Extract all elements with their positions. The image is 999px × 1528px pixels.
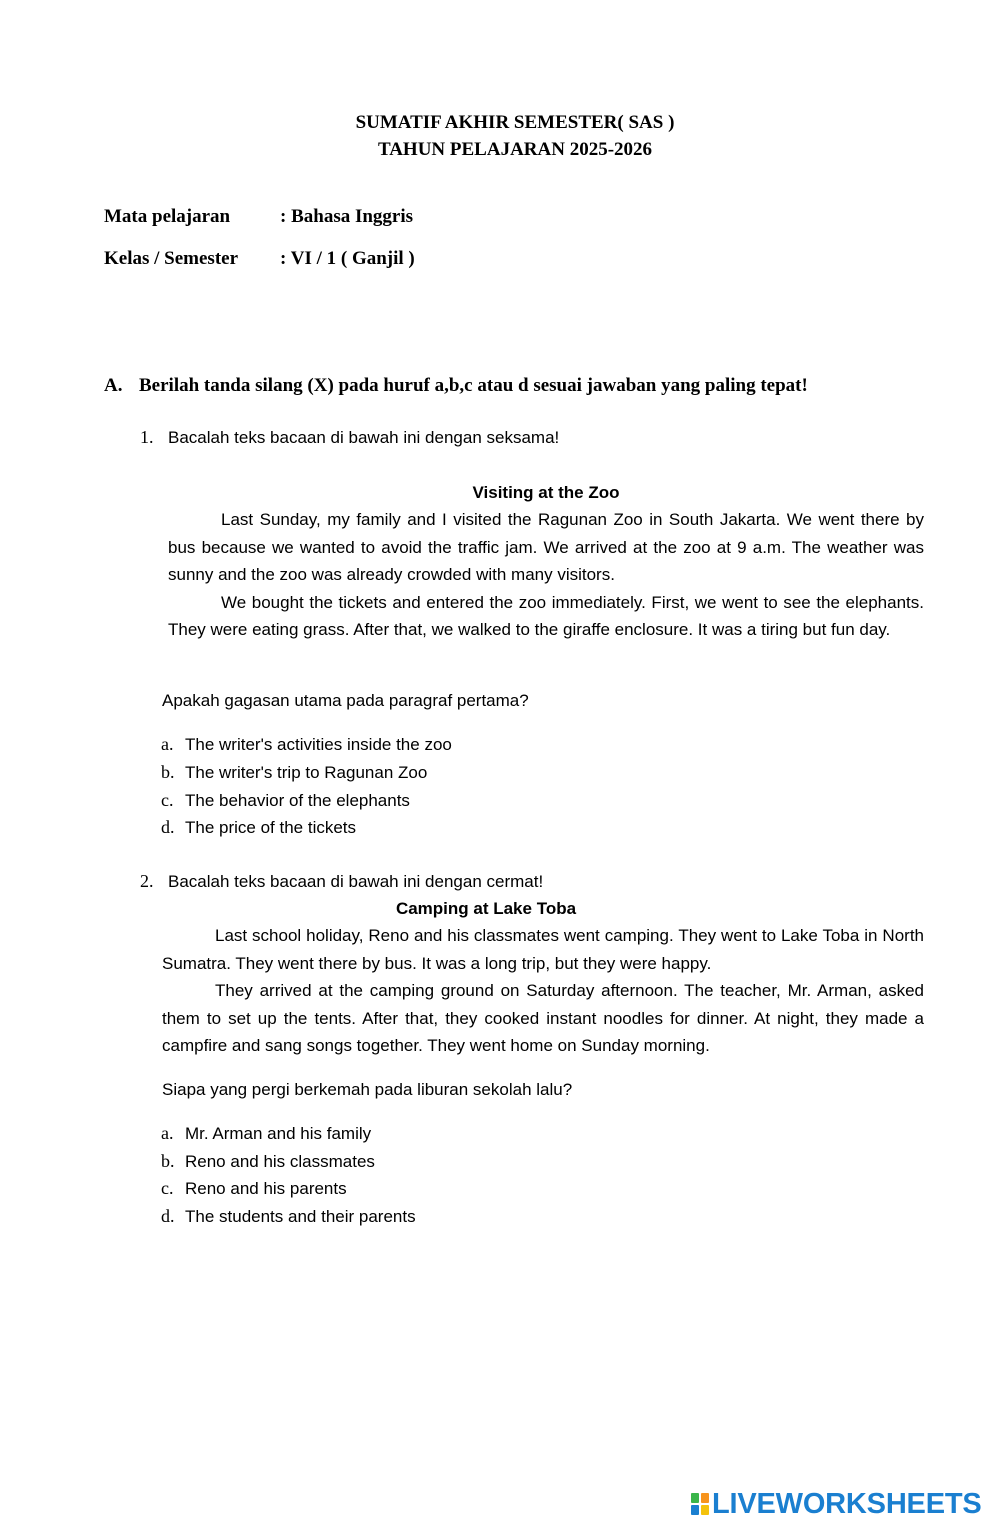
option-letter: a. — [161, 1123, 174, 1143]
answer-option-c[interactable] — [161, 790, 410, 817]
question-prompt: Apakah gagasan utama pada paragraf pertama? — [162, 691, 529, 710]
answer-option-b[interactable] — [161, 1151, 375, 1178]
passage-paragraph: They arrived at the camping ground on Saturday afternoon. The teacher, Mr. Arman, asked them to set up the tents. After that, they cooked instant noodles for dinner. At night, they made a campfire and sang songs together. They went home on Sunday morning. — [162, 981, 924, 1055]
option-text: Reno and his classmates — [185, 1152, 375, 1171]
answer-option-a[interactable] — [161, 734, 452, 761]
option-letter: c. — [161, 790, 174, 810]
reading-passage — [168, 506, 924, 644]
question-number: 1. — [140, 427, 154, 447]
passage-paragraph: We bought the tickets and entered the zoo immediately. First, we went to see the elephants. They were eating grass. After that, we walked to the giraffe enclosure. It was a tiring but fun day. — [168, 592, 924, 639]
liveworksheets-brand: LIVEWORKSHEETS — [712, 1487, 982, 1520]
subject-value: : Bahasa Inggris — [280, 206, 414, 227]
reading-passage — [162, 922, 924, 1060]
class-value: : VI / 1 ( Ganjil ) — [280, 248, 415, 269]
reading-title: Camping at Lake Toba — [395, 899, 577, 918]
option-text: The students and their parents — [185, 1207, 416, 1226]
passage-paragraph: Last school holiday, Reno and his classmates went camping. They went to Lake Toba in North Sumatra. They went there by bus. It was a long trip, but they were happy. — [162, 926, 924, 973]
option-text: Reno and his parents — [185, 1179, 347, 1198]
exam-title: SUMATIF AKHIR SEMESTER( SAS ) — [355, 112, 675, 133]
answer-option-c[interactable] — [161, 1178, 347, 1205]
option-text: The price of the tickets — [185, 818, 357, 837]
option-text: The behavior of the elephants — [185, 791, 410, 810]
passage-paragraph: Last Sunday, my family and I visited the Ragunan Zoo in South Jakarta. We went there by bus because we wanted to avoid the traffic jam. We arrived at the zoo at 9 a.m. The weather was sunny and the zoo was already crowded with many visitors. — [168, 510, 924, 584]
academic-year: TAHUN PELAJARAN 2025-2026 — [377, 139, 653, 160]
option-text: The writer's activities inside the zoo — [185, 735, 452, 754]
liveworksheets-logo[interactable] — [690, 1486, 982, 1522]
option-letter: c. — [161, 1178, 174, 1198]
class-label: Kelas / Semester — [104, 248, 239, 269]
answer-option-b[interactable] — [161, 762, 427, 789]
option-letter: b. — [161, 1151, 175, 1171]
option-letter: a. — [161, 734, 174, 754]
question-number: 2. — [140, 871, 154, 891]
section-letter: A. — [104, 375, 123, 396]
answer-option-d[interactable] — [161, 817, 356, 844]
liveworksheets-logo-icon — [690, 1491, 710, 1517]
option-letter: d. — [161, 817, 175, 837]
answer-option-a[interactable] — [161, 1123, 371, 1150]
option-text: Mr. Arman and his family — [185, 1124, 372, 1143]
answer-option-d[interactable] — [161, 1206, 416, 1233]
reading-title: Visiting at the Zoo — [472, 483, 620, 502]
question-instruction: Bacalah teks bacaan di bawah ini dengan seksama! — [168, 428, 560, 447]
question-prompt: Siapa yang pergi berkemah pada liburan sekolah lalu? — [162, 1080, 573, 1099]
option-letter: b. — [161, 762, 175, 782]
subject-label: Mata pelajaran — [104, 206, 231, 227]
option-text: The writer's trip to Ragunan Zoo — [185, 763, 428, 782]
question-instruction: Bacalah teks bacaan di bawah ini dengan cermat! — [168, 872, 544, 891]
option-letter: d. — [161, 1206, 175, 1226]
section-instruction: Berilah tanda silang (X) pada huruf a,b,c atau d sesuai jawaban yang paling tepat! — [139, 375, 808, 396]
